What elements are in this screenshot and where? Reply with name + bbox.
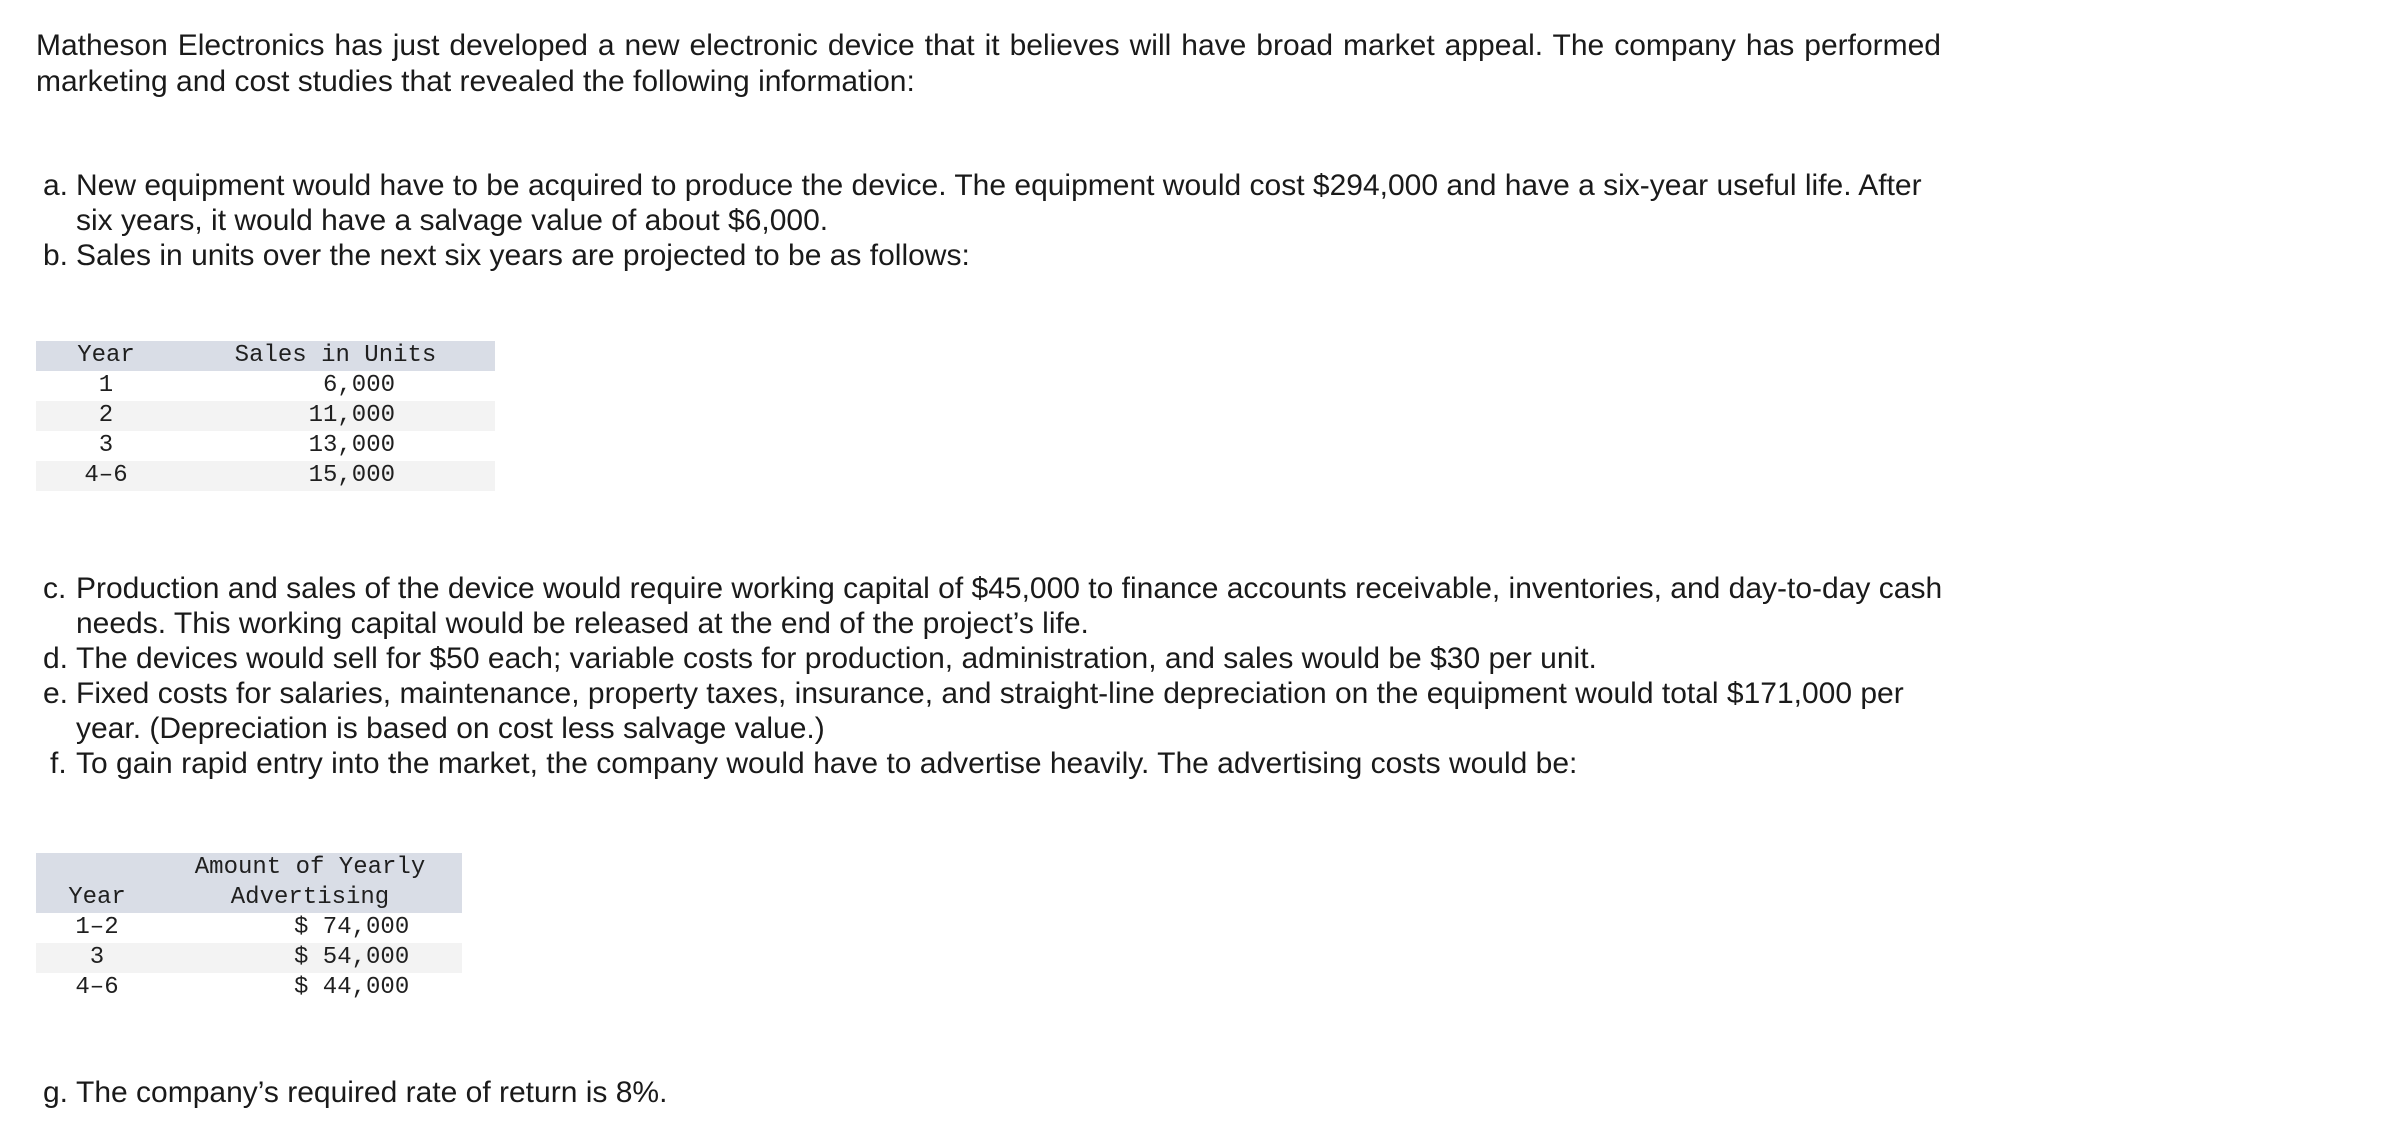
sales-units-cell: 15,000	[176, 461, 495, 491]
advertising-amount-cell: $ 44,000	[294, 974, 410, 1001]
advertising-amount-header-line2: Advertising	[230, 884, 390, 911]
sales-units-cell: 6,000	[322, 372, 395, 399]
item-c-text: Production and sales of the device would require working capital of $45,000 to finance accounts receivable, inventories, and day-to-day cash needs. This working capital would be released at the end of the project’s life.	[76, 572, 1943, 640]
info-list-part3	[36, 1075, 1956, 1110]
advertising-year-cell: 4–6	[75, 974, 119, 1001]
table-row	[36, 913, 462, 943]
item-b	[36, 238, 1956, 273]
intro-paragraph: Matheson Electronics has just developed a new electronic device that it believes will have broad market appeal. The company has performed marketing and cost studies that revealed the following information:	[36, 29, 1941, 98]
info-list-part1	[36, 168, 1956, 273]
item-g-marker: g.	[43, 1076, 69, 1109]
sales-year-header: Year	[36, 341, 176, 371]
advertising-amount-cell: $ 54,000	[158, 943, 462, 973]
item-a-text: New equipment would have to be acquired to produce the device. The equipment would cost $294,000 and have a six-year useful life. After six years, it would have a salvage value of about $6,000.	[76, 169, 1922, 237]
item-g	[36, 1075, 1956, 1110]
item-f-text: To gain rapid entry into the market, the company would have to advertise heavily. The advertising costs would be:	[76, 747, 1578, 780]
item-d-marker: d.	[43, 642, 69, 675]
advertising-amount-header	[158, 853, 462, 913]
item-a	[36, 168, 1956, 238]
info-list-part2	[36, 571, 1956, 781]
advertising-year-cell: 3	[36, 943, 158, 973]
sales-year-cell: 1	[98, 372, 114, 399]
item-e-text: Fixed costs for salaries, maintenance, property taxes, insurance, and straight-line depreciation on the equipment would total $171,000 per year. (Depreciation is based on cost less salvage value.)	[76, 677, 1904, 745]
sales-year-cell: 2	[36, 401, 176, 431]
advertising-amount-header-line1: Amount of Yearly	[194, 854, 426, 881]
table-row	[36, 943, 462, 973]
sales-units-cell: 13,000	[308, 432, 395, 459]
advertising-year-cell: 1–2	[75, 914, 119, 941]
item-e	[36, 676, 1956, 746]
item-f	[36, 746, 1956, 781]
item-c	[36, 571, 1956, 641]
advertising-amount-cell: $ 74,000	[294, 914, 410, 941]
item-b-marker: b.	[43, 239, 69, 272]
advertising-year-header: Year	[36, 853, 158, 913]
item-a-marker: a.	[43, 169, 69, 202]
item-f-marker: f.	[50, 747, 67, 780]
table-row	[36, 371, 495, 401]
sales-year-cell: 3	[98, 432, 114, 459]
item-d	[36, 641, 1956, 676]
advertising-table-header-row	[36, 853, 462, 913]
table-row	[36, 431, 495, 461]
item-g-text: The company’s required rate of return is 8%.	[76, 1076, 668, 1109]
item-e-marker: e.	[43, 677, 69, 710]
sales-units-header: Sales in Units	[176, 341, 495, 371]
sales-units-cell: 11,000	[176, 401, 495, 431]
sales-year-cell: 4–6	[36, 461, 176, 491]
advertising-table	[36, 853, 462, 1003]
table-row	[36, 461, 495, 491]
item-b-text: Sales in units over the next six years are projected to be as follows:	[76, 239, 970, 272]
item-c-marker: c.	[43, 572, 67, 605]
sales-table-header-row	[36, 341, 495, 371]
problem-document	[36, 28, 1956, 1110]
table-row	[36, 401, 495, 431]
sales-units-table	[36, 341, 495, 491]
item-d-text: The devices would sell for $50 each; variable costs for production, administration, and sales would be $30 per unit.	[76, 642, 1597, 675]
table-row	[36, 973, 462, 1003]
